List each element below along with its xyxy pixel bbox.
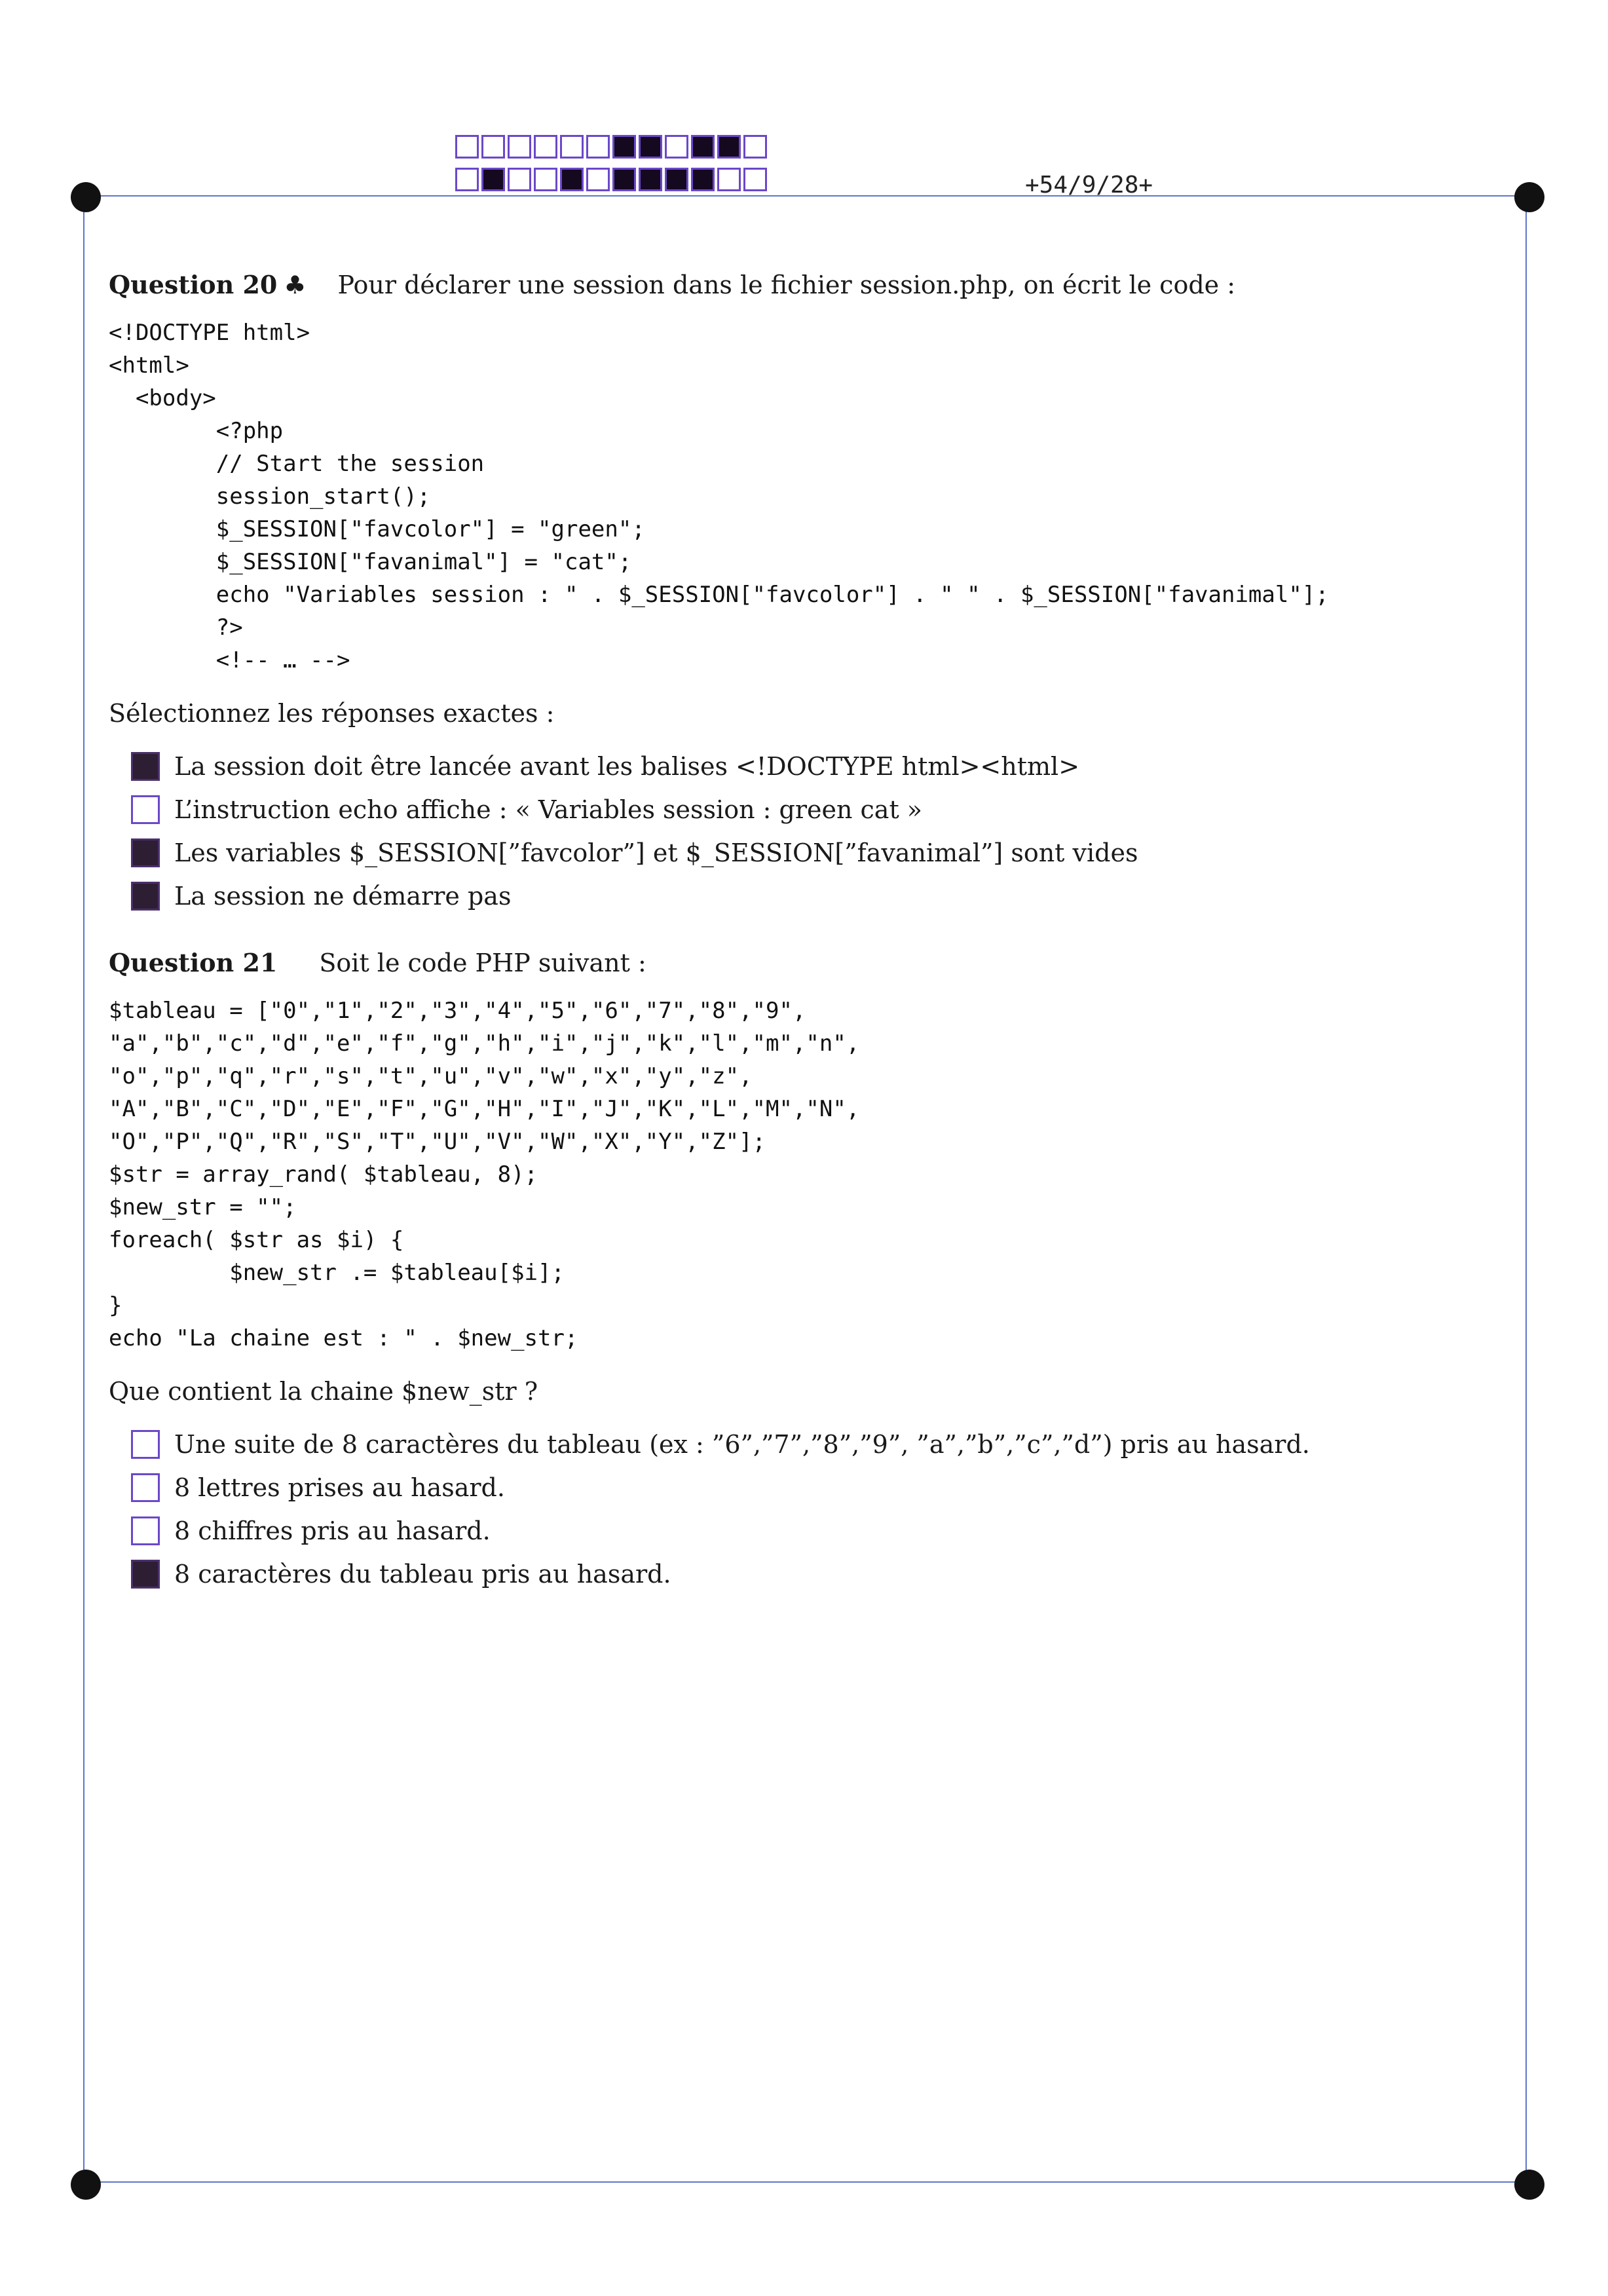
code-cell xyxy=(717,168,741,191)
answer-checkbox[interactable] xyxy=(131,752,160,781)
answer-item xyxy=(109,745,1451,788)
answer-text: Les variables $_SESSION[”favcolor”] et $_SESSION[”favanimal”] sont vides xyxy=(174,838,1138,867)
code-cell xyxy=(481,168,505,191)
code-cell xyxy=(743,135,767,159)
question-text: Soit le code PHP suivant : xyxy=(319,949,646,977)
code-cell xyxy=(455,135,479,159)
answer-text: La session doit être lancée avant les balises <!DOCTYPE html><html> xyxy=(174,752,1080,781)
code-cell xyxy=(639,135,662,159)
answer-checkbox[interactable] xyxy=(131,1516,160,1545)
corner-marker-bottom-right xyxy=(1514,2170,1544,2200)
answer-text: 8 caractères du tableau pris au hasard. xyxy=(174,1560,671,1589)
question-label: Question 21 xyxy=(109,948,278,977)
code-block: $tableau = ["0","1","2","3","4","5","6","7","8","9", "a","b","c","d","e","f","g","h","i","j","k","l","m","n", "o","p","q","r","s","t","u","v","w","x","y","z", "A","B","C","D","E","F","G","H","I","J","K","L","M","N", "O","P","Q","R","S","T","U","V","W","X","Y","Z"]; $str = array_rand( $tableau, 8); $new_str = ""; foreach( $str as $i) { $new_str .= $tableau[$i]; } echo "La chaine est : " . $new_str; xyxy=(109,998,860,1351)
answer-text: 8 lettres prises au hasard. xyxy=(174,1473,505,1502)
code-cell xyxy=(691,135,715,159)
question-21 xyxy=(109,948,1451,1596)
answer-item xyxy=(109,831,1451,875)
answer-list xyxy=(109,745,1451,918)
code-cell xyxy=(481,135,505,159)
id-code-row-2 xyxy=(455,168,770,191)
code-cell xyxy=(560,135,584,159)
code-block: <!DOCTYPE html> <html> <body> <?php // Start the session session_start(); $_SESSION["favcolor"] = "green"; $_SESSION["favanimal"] = "cat"; echo "Variables session : " . $_SESSION["favcolor"] . " " . $_SESSION["favanimal"]; ?> <!-- … --> xyxy=(109,320,1329,673)
answer-text: L’instruction echo affiche : « Variables session : green cat » xyxy=(174,795,923,824)
code-cell xyxy=(534,135,557,159)
code-cell xyxy=(534,168,557,191)
answer-text: Une suite de 8 caractères du tableau (ex : ”6”,”7”,”8”,”9”, ”a”,”b”,”c”,”d”) pris au hasard. xyxy=(174,1430,1310,1459)
code-cell xyxy=(717,135,741,159)
code-cell xyxy=(508,168,531,191)
code-cell xyxy=(560,168,584,191)
corner-marker-top-left xyxy=(71,182,101,212)
answer-item xyxy=(109,1466,1451,1509)
question-label: Question 20 xyxy=(109,270,278,299)
code-cell xyxy=(665,135,688,159)
answer-prompt: Sélectionnez les réponses exactes : xyxy=(109,699,555,728)
answer-item xyxy=(109,1509,1451,1553)
answer-item xyxy=(109,875,1451,918)
multiple-answer-club-icon: ♣ xyxy=(284,270,307,299)
answer-checkbox[interactable] xyxy=(131,1560,160,1589)
answer-checkbox[interactable] xyxy=(131,795,160,824)
answer-checkbox[interactable] xyxy=(131,1430,160,1459)
code-cell xyxy=(691,168,715,191)
sheet-id: +54/9/28+ xyxy=(1025,172,1153,198)
code-cell xyxy=(586,135,610,159)
answer-item xyxy=(109,1423,1451,1466)
question-text: Pour déclarer une session dans le fichier session.php, on écrit le code : xyxy=(337,271,1236,299)
answer-list xyxy=(109,1423,1451,1596)
code-cell xyxy=(612,135,636,159)
code-cell xyxy=(455,168,479,191)
code-cell xyxy=(508,135,531,159)
id-code-row-1 xyxy=(455,135,770,159)
code-cell xyxy=(612,168,636,191)
corner-marker-top-right xyxy=(1514,182,1544,212)
questions-area xyxy=(109,270,1451,1626)
question-header xyxy=(109,270,1451,299)
code-cell xyxy=(743,168,767,191)
answer-checkbox[interactable] xyxy=(131,882,160,911)
code-cell xyxy=(665,168,688,191)
question-20 xyxy=(109,270,1451,918)
answer-text: La session ne démarre pas xyxy=(174,882,512,911)
code-cell xyxy=(639,168,662,191)
answer-checkbox[interactable] xyxy=(131,838,160,867)
answer-prompt: Que contient la chaine $new_str ? xyxy=(109,1377,538,1406)
answer-item xyxy=(109,1553,1451,1596)
answer-text: 8 chiffres pris au hasard. xyxy=(174,1516,491,1545)
code-cell xyxy=(586,168,610,191)
answer-checkbox[interactable] xyxy=(131,1473,160,1502)
answer-item xyxy=(109,788,1451,831)
question-header xyxy=(109,948,1451,977)
corner-marker-bottom-left xyxy=(71,2170,101,2200)
